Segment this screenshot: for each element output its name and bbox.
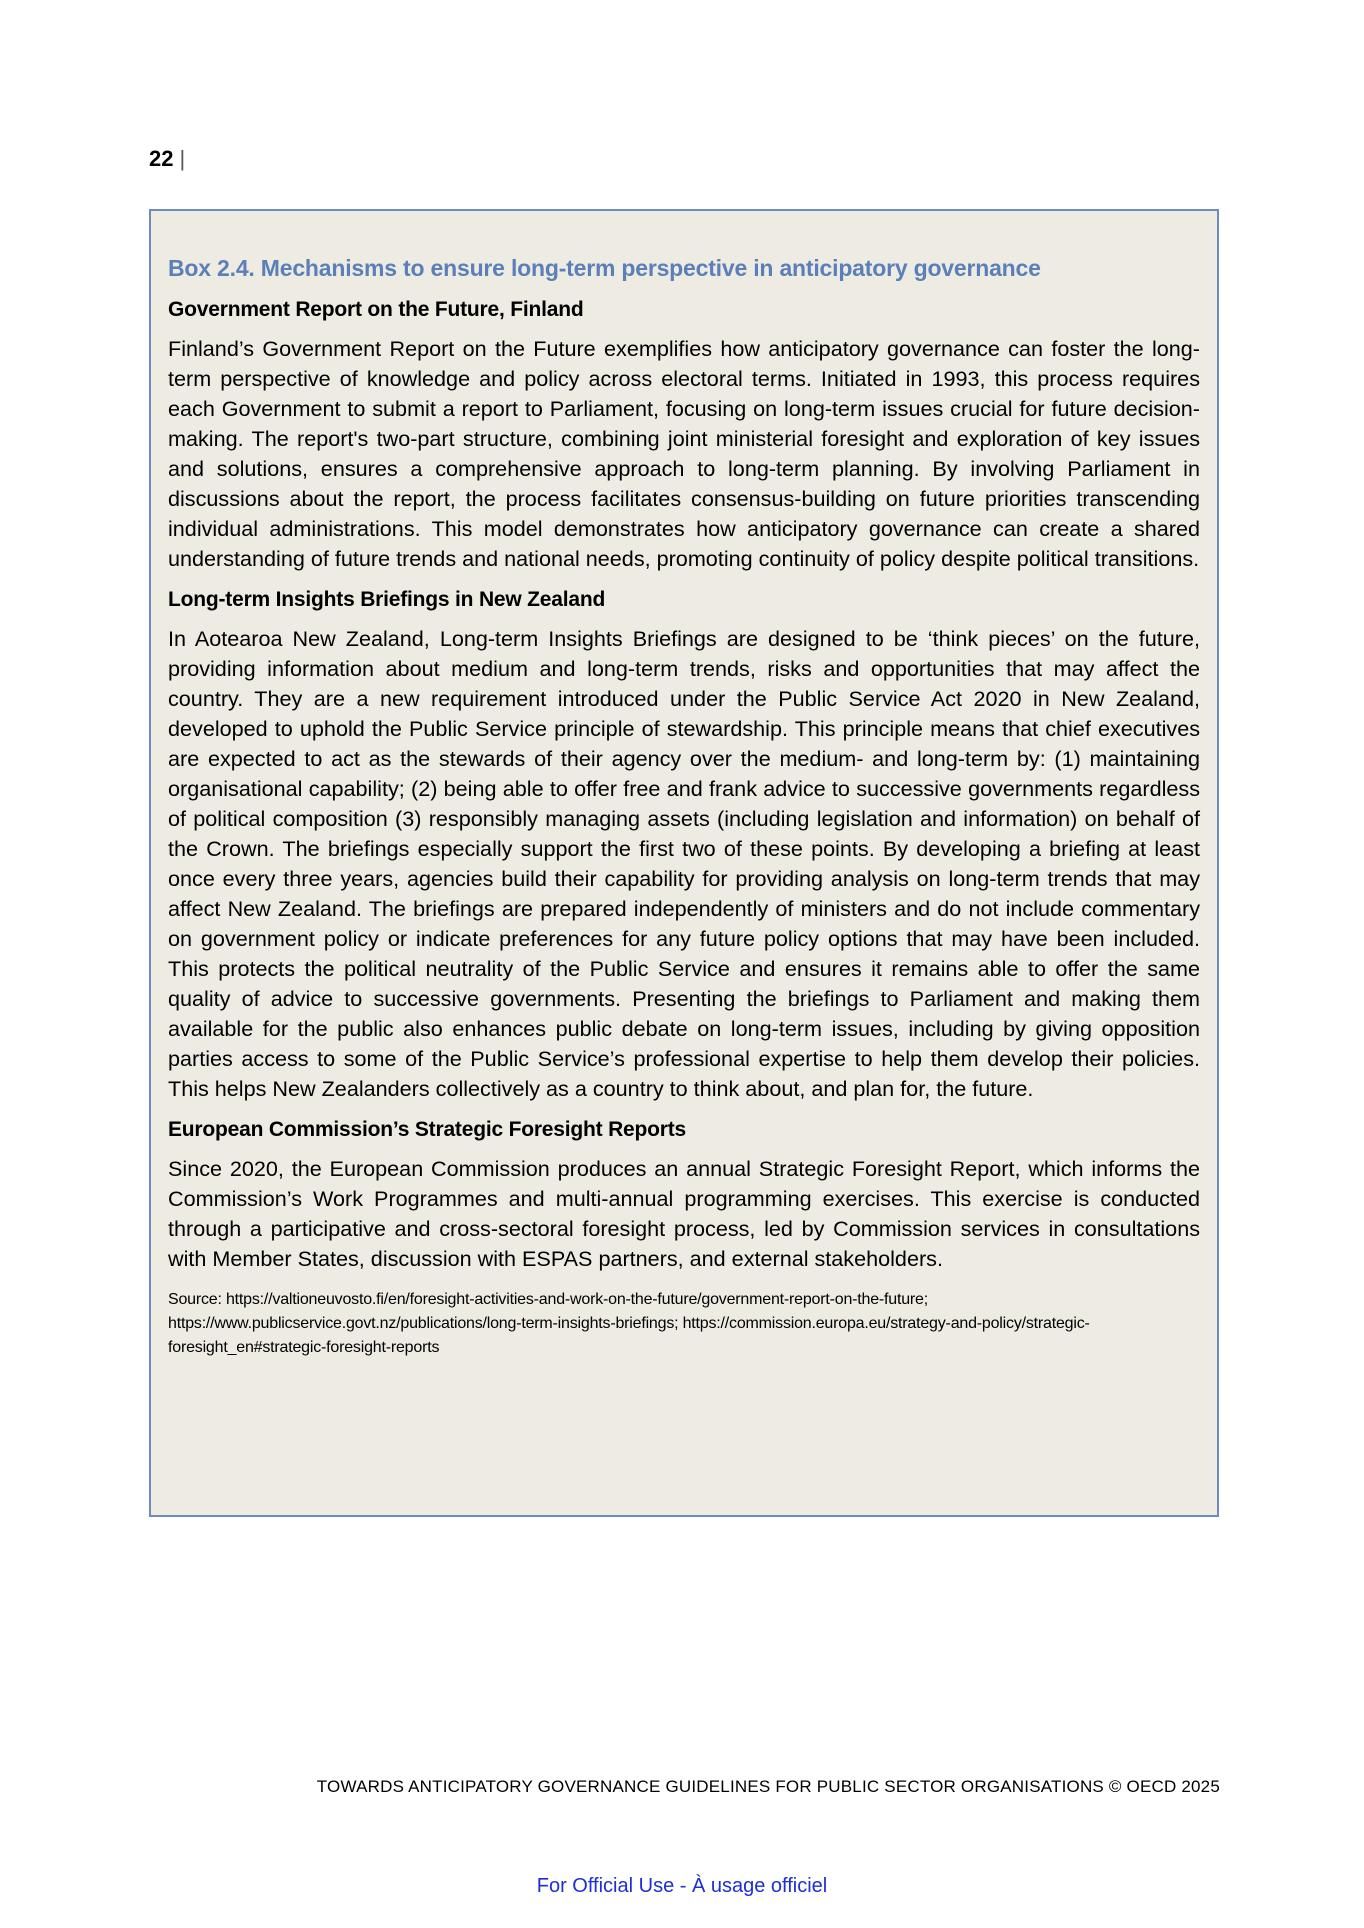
section-heading-new-zealand: Long-term Insights Briefings in New Zealand — [168, 588, 606, 611]
section-text-finland: Finland’s Government Report on the Future exemplifies how anticipatory governance can foster the long-term perspective of knowledge and policy across electoral terms. Initiated in 1993, this process requires each Government to submit a report to Parliament, focusing on long-term issues crucial for future decision-making. The report's two-part structure, combining joint ministerial foresight and exploration of key issues and solutions, ensures a comprehensive approach to long-term planning. By involving Parliament in discussions about the report, the process facilitates consensus-building on future priorities transcending individual administrations. This model demonstrates how anticipatory governance can create a shared understanding of future trends and national needs, promoting continuity of policy despite political transitions. — [168, 336, 1200, 571]
classification-label: For Official Use - À usage officiel — [536, 1875, 828, 1897]
page-footer: TOWARDS ANTICIPATORY GOVERNANCE GUIDELINES FOR PUBLIC SECTOR ORGANISATIONS © OECD 2025 — [316, 1777, 1220, 1796]
info-box — [149, 209, 1219, 1517]
page-number — [149, 146, 185, 172]
page-number-separator: | — [179, 146, 186, 171]
section-heading-finland: Government Report on the Future, Finland — [168, 298, 584, 321]
box-title: Box 2.4. Mechanisms to ensure long-term perspective in anticipatory governance — [168, 255, 1041, 281]
source-note: Source: https://valtioneuvosto.fi/en/foresight-activities-and-work-on-the-future/government-report-on-the-future; https://www.publicservice.govt.nz/publications/long-term-insights-briefings; https://commission.europa.eu/strategy-and-policy/strategic-foresight_en#strategic-foresight-reports — [168, 1291, 1090, 1356]
section-text-new-zealand: In Aotearoa New Zealand, Long-term Insights Briefings are designed to be ‘think pieces’ on the future, providing information about medium and long-term trends, risks and opportunities that may affect the country. They are a new requirement introduced under the Public Service Act 2020 in New Zealand, developed to uphold the Public Service principle of stewardship. This principle means that chief executives are expected to act as the stewards of their agency over the medium- and long-term by: (1) maintaining organisational capability; (2) being able to offer free and frank advice to successive governments regardless of political composition (3) responsibly managing assets (including legislation and information) on behalf of the Crown. The briefings especially support the first two of these points. By developing a briefing at least once every three years, agencies build their capability for providing analysis on long-term trends that may affect New Zealand. The briefings are prepared independently of ministers and do not include commentary on government policy or indicate preferences for any future policy options that may have been included. This protects the political neutrality of the Public Service and ensures it remains able to offer the same quality of advice to successive governments. Presenting the briefings to Parliament and making them available for the public also enhances public debate on long-term issues, including by giving opposition parties access to some of the Public Service’s professional expertise to help them develop their policies. This helps New Zealanders collectively as a country to think about, and plan for, the future. — [168, 626, 1200, 1101]
page-number-value: 22 — [149, 146, 174, 171]
section-heading-european-commission: European Commission’s Strategic Foresight Reports — [168, 1118, 687, 1141]
section-text-european-commission: Since 2020, the European Commission produces an annual Strategic Foresight Report, which informs the Commission’s Work Programmes and multi-annual programming exercises. This exercise is conducted through a participative and cross-sectoral foresight process, led by Commission services in consultations with Member States, discussion with ESPAS partners, and external stakeholders. — [168, 1156, 1200, 1271]
